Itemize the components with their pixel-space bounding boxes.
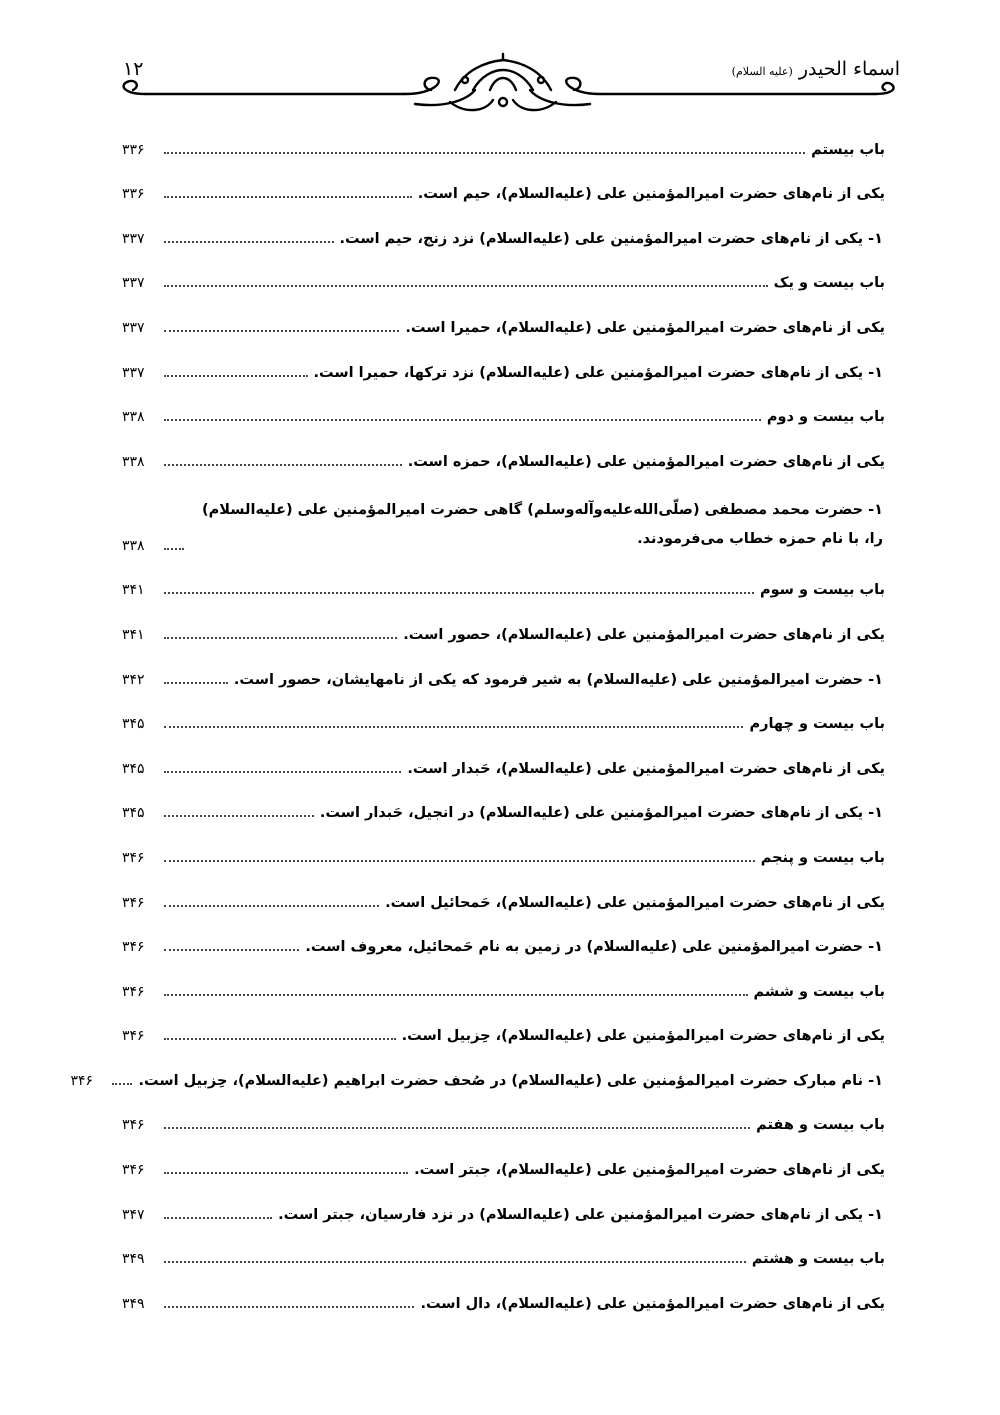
dot-leader (164, 464, 402, 466)
toc-entry[interactable] (122, 784, 885, 829)
dot-leader (164, 905, 379, 907)
dot-leader (164, 548, 184, 550)
toc-entry-page: ۳۳۷ (122, 364, 145, 381)
toc-entry-page: ۳۴۲ (122, 671, 145, 688)
toc-entry-page: ۳۳۶ (122, 186, 145, 203)
toc-entry-title: باب بیست و یک (773, 275, 885, 292)
toc-entry-page: ۳۴۹ (122, 1295, 145, 1312)
toc-entry-page: ۳۴۵ (122, 716, 145, 733)
toc-entry[interactable] (122, 432, 885, 477)
toc-entry-page: ۳۴۱ (122, 626, 145, 643)
toc-entry-title: باب بیست و ششم (753, 983, 885, 1000)
toc-entry[interactable] (122, 650, 885, 695)
toc-entry-title: یکی از نام‌های حضرت امیرالمؤمنین علی (علیه‌السلام)، حصور است. (403, 626, 885, 643)
toc-entry-title: باب بیست و هشتم (751, 1251, 885, 1268)
dot-leader (164, 241, 334, 243)
dot-leader (164, 682, 228, 684)
toc-entry-page: ۳۴۱ (122, 582, 145, 599)
table-of-contents (70, 120, 885, 1319)
toc-entry-title: یکی از نام‌های حضرت امیرالمؤمنین علی (علیه‌السلام)، حَمحائیل است. (385, 894, 885, 911)
toc-entry-page: ۳۳۸ (122, 409, 145, 426)
toc-entry-page: ۳۴۹ (122, 1251, 145, 1268)
toc-entry[interactable] (122, 1007, 885, 1052)
dot-leader (164, 1127, 750, 1129)
dot-leader (164, 949, 299, 951)
toc-entry-page: ۳۴۵ (122, 760, 145, 777)
toc-entry-title: یکی از نام‌های حضرت امیرالمؤمنین علی (علیه‌السلام)، حمیرا است. (405, 319, 885, 336)
toc-entry-title: یکی از نام‌های حضرت امیرالمؤمنین علی (علیه‌السلام)، دال است. (420, 1295, 885, 1312)
toc-entry[interactable] (122, 1096, 885, 1141)
toc-entry-page: ۳۴۶ (122, 894, 145, 911)
toc-entry[interactable] (122, 1230, 885, 1275)
dot-leader (164, 285, 768, 287)
dot-leader (164, 771, 401, 773)
toc-entry[interactable] (122, 343, 885, 388)
toc-entry-page: ۳۴۶ (122, 1028, 145, 1045)
dot-leader (164, 592, 754, 594)
toc-entry[interactable] (70, 1051, 885, 1096)
toc-entry-title: باب بیست و هفتم (756, 1117, 885, 1134)
toc-entry[interactable] (122, 873, 885, 918)
dot-leader (164, 152, 805, 154)
toc-entry[interactable] (122, 165, 885, 210)
toc-entry-page: ۳۴۶ (122, 983, 145, 1000)
toc-entry-page: ۳۳۷ (122, 230, 145, 247)
dot-leader (164, 196, 412, 198)
toc-entry-page: ۳۴۶ (122, 1162, 145, 1179)
dot-leader (164, 860, 755, 862)
dot-leader (164, 637, 397, 639)
toc-entry[interactable] (122, 254, 885, 299)
dot-leader (164, 1261, 746, 1263)
toc-entry[interactable] (122, 1140, 885, 1185)
dot-leader (164, 726, 743, 728)
toc-entry-page: ۳۳۷ (122, 319, 145, 336)
toc-entry[interactable] (122, 695, 885, 740)
toc-entry[interactable] (122, 388, 885, 433)
page-header (105, 50, 900, 120)
toc-entry-title: ۱- یکی از نام‌های حضرت امیرالمؤمنین علی (علیه‌السلام) نزد ترکها، حمیرا است. (313, 364, 883, 381)
dot-leader (164, 330, 399, 332)
toc-entry-page: ۳۴۶ (122, 849, 145, 866)
toc-entry[interactable] (122, 477, 885, 561)
toc-entry-title: باب بیستم (811, 141, 885, 158)
running-head (732, 58, 900, 80)
toc-entry-page: ۳۴۶ (122, 939, 145, 956)
toc-entry[interactable] (122, 918, 885, 963)
dot-leader (164, 1306, 414, 1308)
toc-entry[interactable] (122, 828, 885, 873)
toc-entry-title: ۱- حضرت امیرالمؤمنین علی (علیه‌السلام) به شیر فرمود که یکی از نامهایشان، حصور است. (233, 671, 883, 688)
toc-entry[interactable] (122, 120, 885, 165)
toc-entry-title: یکی از نام‌های حضرت امیرالمؤمنین علی (علیه‌السلام)، حِزبیل است. (401, 1028, 885, 1045)
page-number: ۱۲ (123, 58, 144, 80)
toc-entry-title: یکی از نام‌های حضرت امیرالمؤمنین علی (علیه‌السلام)، حمزه است. (407, 453, 885, 470)
toc-entry-title: ۱- یکی از نام‌های حضرت امیرالمؤمنین علی (علیه‌السلام) نزد زنج، حیم است. (339, 230, 883, 247)
toc-entry[interactable] (122, 298, 885, 343)
toc-entry[interactable] (122, 1185, 885, 1230)
toc-entry-title: یکی از نام‌های حضرت امیرالمؤمنین علی (علیه‌السلام)، حیم است. (417, 186, 885, 203)
toc-entry-title: باب بیست و پنجم (760, 849, 885, 866)
toc-entry-page: ۳۴۷ (122, 1206, 145, 1223)
dot-leader (164, 994, 748, 996)
toc-entry-title: ۱- نام مبارک حضرت امیرالمؤمنین علی (علیه‌السلام) در صُحف حضرت ابراهیم (علیه‌السلام)، حِزبیل است. (138, 1072, 883, 1089)
dot-leader (164, 1038, 396, 1040)
dot-leader (164, 1217, 272, 1219)
toc-entry[interactable] (122, 605, 885, 650)
toc-entry-title: یکی از نام‌های حضرت امیرالمؤمنین علی (علیه‌السلام)، حَبدار است. (407, 760, 885, 777)
toc-entry-page: ۳۳۷ (122, 275, 145, 292)
toc-entry-title: باب بیست و دوم (766, 409, 885, 426)
dot-leader (112, 1083, 132, 1085)
toc-entry-title: ۱- حضرت محمد مصطفی (صلّی‌الله‌علیه‌وآله‌وسلم) گاهی حضرت امیرالمؤمنین علی (علیه‌السلام) را، با نام حمزه خطاب می‌فرمودند. (202, 501, 883, 547)
toc-entry-title: یکی از نام‌های حضرت امیرالمؤمنین علی (علیه‌السلام)، جبتر است. (414, 1162, 885, 1179)
toc-entry-page: ۳۴۶ (70, 1072, 94, 1089)
toc-entry-page: ۳۴۵ (122, 805, 145, 822)
toc-entry-title: باب بیست و چهارم (749, 716, 885, 733)
toc-entry-page: ۳۳۶ (122, 141, 145, 158)
toc-entry[interactable] (122, 209, 885, 254)
dot-leader (164, 375, 308, 377)
toc-entry[interactable] (122, 962, 885, 1007)
dot-leader (164, 1172, 408, 1174)
toc-entry-page: ۳۳۸ (122, 537, 145, 554)
toc-entry-page: ۳۴۶ (122, 1117, 145, 1134)
dot-leader (164, 815, 314, 817)
toc-entry[interactable] (122, 1274, 885, 1319)
dot-leader (164, 419, 761, 421)
book-title: اسماء الحیدر (798, 58, 900, 80)
toc-entry-title: ۱- یکی از نام‌های حضرت امیرالمؤمنین علی (علیه‌السلام) در نزد فارسیان، جبتر است. (278, 1206, 883, 1223)
toc-entry-title: ۱- حضرت امیرالمؤمنین علی (علیه‌السلام) در زمین به نام حَمحائیل، معروف است. (305, 939, 883, 956)
book-subtitle: (علیه السلام) (731, 65, 793, 78)
toc-entry-title: باب بیست و سوم (759, 582, 885, 599)
toc-entry-title: ۱- یکی از نام‌های حضرت امیرالمؤمنین علی (علیه‌السلام) در انجیل، حَبدار است. (319, 805, 883, 822)
toc-entry-page: ۳۳۸ (122, 453, 145, 470)
toc-entry[interactable] (122, 561, 885, 606)
toc-entry[interactable] (122, 739, 885, 784)
